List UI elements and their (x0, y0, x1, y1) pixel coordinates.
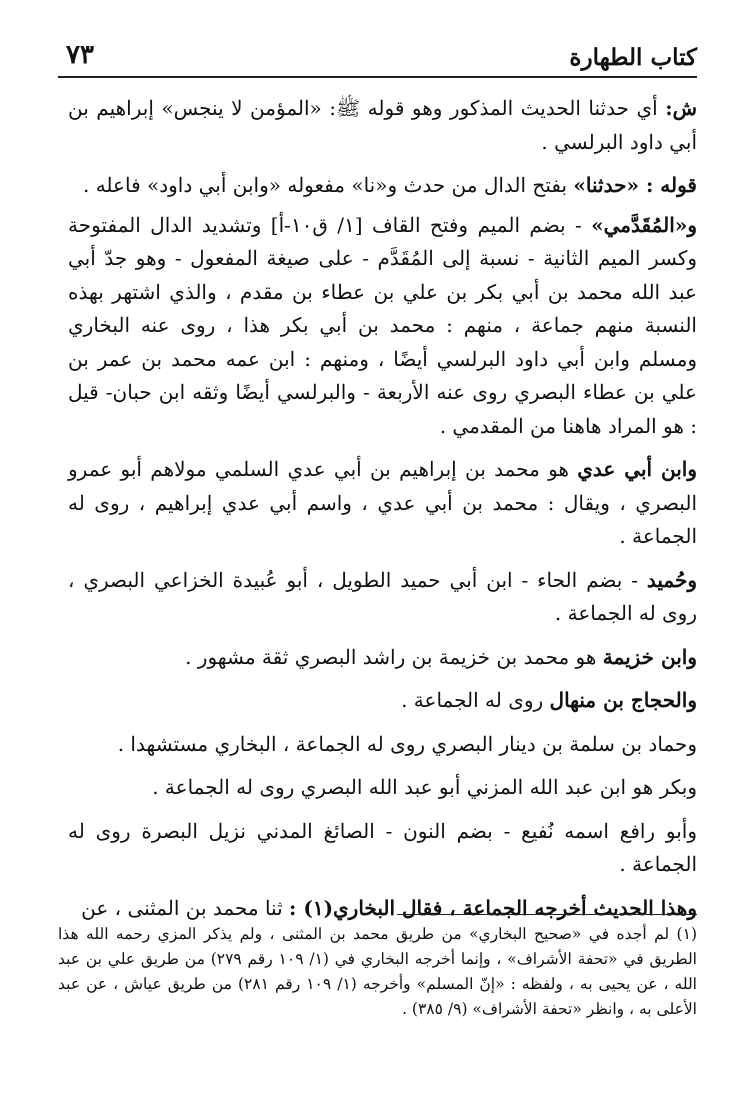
paragraph-text: أي حدثنا الحديث المذكور وهو قوله ﷺ: «المؤمن لا ينجس» إبراهيم بن أبي داود البرلسي . (68, 96, 697, 154)
main-text (68, 92, 697, 931)
paragraph (68, 892, 697, 926)
paragraph (68, 209, 697, 444)
paragraph (68, 92, 697, 159)
running-title: كتاب الطهارة (569, 44, 697, 71)
paragraph-text: وبكر هو ابن عبد الله المزني أبو عبد الله البصري روى له الجماعة . (152, 775, 697, 799)
paragraph-text: هو محمد بن خزيمة بن راشد البصري ثقة مشهور . (185, 644, 603, 669)
paragraph-text: هو محمد بن إبراهيم بن أبي عدي السلمي مولاهم أبو عمرو البصري ، ويقال : محمد بن أبي عدي ، واسم أبي عدي إبراهيم ، روى له الجماعة . (68, 457, 697, 548)
paragraph-lead: وهذا الحديث أخرجه الجماعة ، فقال البخاري(١) : (289, 895, 697, 920)
footnote: (١) لم أجده في «صحيح البخاري» من طريق محمد بن المثنى ، ولم يذكر المزي رحمه الله هذا الطريق في «تحفة الأشراف» ، وإنما أخرجه البخاري في (١/ ١٠٩ رقم ٢٧٩) من طريق علي بن عبد الله ، عن يحيى به ، ولفظه : «إنّ المسلم» وأخرجه (١/ ١٠٩ رقم ٢٨١) من طريق عياش ، عن عبد الأعلى به ، وانظر «تحفة الأشراف» (٩/ ٣٨٥) . (58, 925, 697, 1018)
paragraph-lead: ش: (665, 96, 697, 120)
paragraph-text: بفتح الدال من حدث و«نا» مفعوله «وابن أبي داود» فاعله . (82, 173, 574, 197)
paragraph (68, 564, 697, 631)
paragraph-lead: و«المُقَدَّمي» (591, 212, 697, 237)
paragraph (68, 815, 697, 882)
paragraph-text: وأبو رافع اسمه نُفيع - بضم النون - الصائغ المدني نزيل البصرة روى له الجماعة . (68, 818, 697, 876)
paragraph (68, 728, 697, 762)
page-header (58, 34, 697, 78)
paragraph-lead: والحجاج بن منهال (549, 688, 697, 712)
paragraph-text: ثنا محمد بن المثنى ، عن (81, 895, 289, 920)
paragraph-text: روى له الجماعة . (401, 688, 550, 712)
page-number: ٧٣ (66, 40, 94, 70)
paragraph-lead: وابن خزيمة (602, 644, 697, 669)
footnote-separator (397, 914, 697, 915)
paragraph-lead: وابن أبي عدي (577, 457, 697, 481)
paragraph-lead: وحُميد (646, 567, 697, 592)
paragraph-lead: قوله : «حدثنا» (573, 173, 697, 197)
paragraph-text: - بضم الحاء - ابن أبي حميد الطويل ، أبو عُبيدة الخزاعي البصري ، روى له الجماعة . (68, 567, 697, 625)
paragraph-text: وحماد بن سلمة بن دينار البصري روى له الجماعة ، البخاري مستشهدا . (117, 731, 697, 756)
paragraph (68, 641, 697, 675)
paragraph (68, 684, 697, 718)
paragraph (68, 169, 697, 203)
footnotes (58, 922, 697, 1022)
paragraph-text: - بضم الميم وفتح القاف [١/ ق١٠-أ] وتشديد الدال المفتوحة وكسر الميم الثانية - نسبة إلى المُقَدَّم - على صيغة المفعول - وهو جدّ أبي عبد الله محمد بن أبي بكر بن علي بن عطاء بن مقدم ، والذي اشتهر بهذه النسبة منهم جماعة ، منهم : محمد بن أبي بكر هذا ، روى عنه البخاري ومسلم وابن أبي داود البرلسي أيضًا ، ومنهم : ابن عمه محمد بن عمر بن علي بن عطاء البصري روى عنه الأربعة - والبرلسي أيضًا وثقه ابن حبان- قيل : هو المراد هاهنا من المقدمي . (68, 212, 697, 438)
paragraph (68, 771, 697, 805)
paragraph (68, 453, 697, 554)
